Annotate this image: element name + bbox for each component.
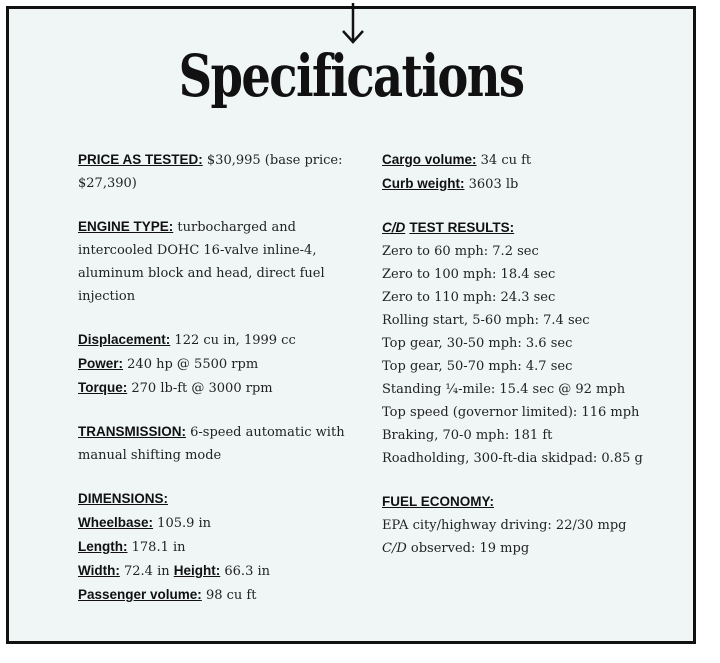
displacement-value: 122 cu in, 1999 cc <box>174 333 296 348</box>
test-results-heading <box>382 216 672 240</box>
passenger-volume-label: Passenger volume: <box>78 587 202 602</box>
observed-value: observed: 19 mpg <box>410 541 530 556</box>
test-results-label: TEST RESULTS: <box>409 220 515 235</box>
price-label: PRICE AS TESTED: <box>78 152 203 167</box>
price-spec <box>78 148 363 195</box>
displacement-label: Displacement: <box>78 332 171 347</box>
engine-value: turbocharged and intercooled DOHC 16-valve inline-4, aluminum block and head, direct fuel injection <box>78 220 325 304</box>
wheelbase-value: 105.9 in <box>157 516 212 531</box>
test-result: Zero to 60 mph: 7.2 sec <box>382 244 539 259</box>
test-result: Top speed (governor limited): 116 mph <box>382 405 640 420</box>
transmission-label: TRANSMISSION: <box>78 424 186 439</box>
length-label: Length: <box>78 539 128 554</box>
epa-economy: EPA city/highway driving: 22/30 mpg <box>382 518 627 533</box>
wheelbase-label: Wheelbase: <box>78 515 154 530</box>
width-label: Width: <box>78 563 120 578</box>
observed-economy <box>382 537 672 560</box>
curb-weight-spec <box>382 172 672 196</box>
torque-label: Torque: <box>78 380 128 395</box>
power-value: 240 hp @ 5500 rpm <box>127 357 259 372</box>
height-value: 66.3 in <box>224 564 270 579</box>
width-height-spec <box>78 559 363 583</box>
cargo-volume-value: 34 cu ft <box>480 153 532 168</box>
test-result: Top gear, 50-70 mph: 4.7 sec <box>382 359 573 374</box>
passenger-volume-value: 98 cu ft <box>205 588 257 603</box>
test-result: Rolling start, 5-60 mph: 7.4 sec <box>382 313 590 328</box>
height-label: Height: <box>173 563 221 578</box>
test-result: Zero to 100 mph: 18.4 sec <box>382 267 556 282</box>
dimensions-label: DIMENSIONS: <box>78 491 169 506</box>
test-result: Standing ¼-mile: 15.4 sec @ 92 mph <box>382 382 626 397</box>
test-results-cd-label: C/D <box>382 220 406 235</box>
torque-spec <box>78 376 363 400</box>
transmission-value: 6-speed automatic with manual shifting mode <box>78 425 345 463</box>
power-spec <box>78 352 363 376</box>
test-result: Top gear, 30-50 mph: 3.6 sec <box>382 336 573 351</box>
wheelbase-spec <box>78 511 363 535</box>
torque-value: 270 lb-ft @ 3000 rpm <box>131 381 273 396</box>
cargo-volume-spec <box>382 148 672 172</box>
width-value: 72.4 in <box>124 564 170 579</box>
price-value: $30,995 (base price: $27,390) <box>78 153 343 191</box>
transmission-spec <box>78 420 363 467</box>
down-arrow-icon <box>341 3 365 45</box>
curb-weight-label: Curb weight: <box>382 176 465 191</box>
observed-cd-label: C/D <box>382 541 407 556</box>
engine-spec <box>78 215 363 308</box>
cargo-volume-label: Cargo volume: <box>382 152 477 167</box>
engine-label: ENGINE TYPE: <box>78 219 174 234</box>
fuel-economy-heading <box>382 490 672 514</box>
test-result: Roadholding, 300-ft-dia skidpad: 0.85 g <box>382 451 643 466</box>
passenger-volume-spec <box>78 583 363 607</box>
test-result: Zero to 110 mph: 24.3 sec <box>382 290 556 305</box>
left-column <box>78 148 363 607</box>
power-label: Power: <box>78 356 124 371</box>
right-column <box>382 148 672 560</box>
displacement-spec <box>78 328 363 352</box>
page-title: Specifications <box>178 42 524 110</box>
curb-weight-value: 3603 lb <box>468 177 519 192</box>
fuel-economy-label: FUEL ECONOMY: <box>382 494 495 509</box>
length-spec <box>78 535 363 559</box>
test-result: Braking, 70-0 mph: 181 ft <box>382 428 553 443</box>
specifications-card <box>6 6 696 644</box>
dimensions-heading <box>78 487 363 511</box>
length-value: 178.1 in <box>131 540 186 555</box>
